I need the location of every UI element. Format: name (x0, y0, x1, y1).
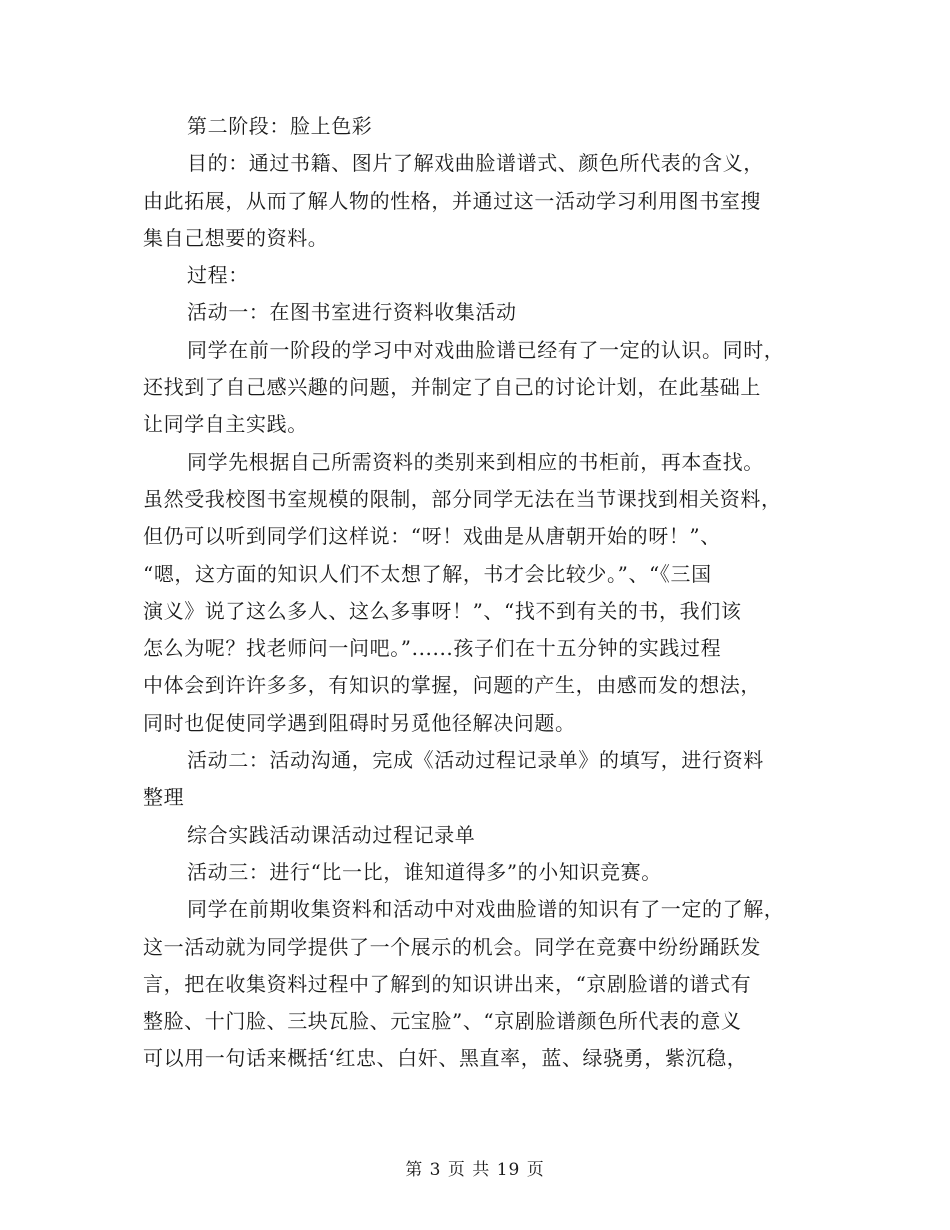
page-footer: 第 3 页 共 19 页 (405, 1160, 545, 1180)
text-line: 整脸、十门脸、三块瓦脸、元宝脸”、“京剧脸谱颜色所代表的意义 (143, 1009, 742, 1034)
text-line: 活动二：活动沟通，完成《活动过程记录单》的填写，进行资料 (187, 748, 764, 773)
document-body (143, 108, 803, 1078)
text-line: “嗯，这方面的知识人们不太想了解，书才会比较少。”、“《三国 (143, 561, 712, 586)
text-line: 虽然受我校图书室规模的限制，部分同学无法在当节课找到相关资料， (143, 486, 782, 511)
text-line: 怎么为呢？找老师问一问吧。”......孩子们在十五分钟的实践过程 (143, 636, 722, 661)
text-line: 同时也促使同学遇到阻碍时另觅他径解决问题。 (143, 710, 576, 735)
text-line: 由此拓展，从而了解人物的性格，并通过这一活动学习利用图书室搜 (143, 188, 761, 213)
text-line: 同学在前期收集资料和活动中对戏曲脸谱的知识有了一定的了解， (187, 897, 785, 922)
text-line: 还找到了自己感兴趣的问题，并制定了自己的讨论计划，在此基础上 (143, 375, 761, 400)
text-line: 中体会到许许多多，有知识的掌握，问题的产生，由感而发的想法， (143, 673, 761, 698)
text-line: 整理 (143, 785, 185, 810)
text-line: 活动一：在图书室进行资料收集活动 (187, 300, 517, 325)
text-line: 但仍可以听到同学们这样说：“呀！戏曲是从唐朝开始的呀！”、 (143, 524, 721, 549)
text-line: 第二阶段：脸上色彩 (187, 114, 373, 138)
text-line: 让同学自主实践。 (143, 412, 308, 437)
text-line: 言，把在收集资料过程中了解到的知识讲出来，“京剧脸谱的谱式有 (143, 971, 752, 996)
text-line: 活动三：进行“比一比，谁知道得多”的小知识竞赛。 (187, 859, 662, 884)
text-line: 集自己想要的资料。 (143, 225, 329, 250)
text-line: 这一活动就为同学提供了一个展示的机会。同学在竞赛中纷纷踊跃发 (143, 934, 761, 959)
text-line: 同学在前一阶段的学习中对戏曲脸谱已经有了一定的认识。同时， (187, 337, 785, 362)
text-line: 过程： (187, 263, 249, 288)
text-line: 演义》说了这么多人、这么多事呀！”、“找不到有关的书，我们该 (143, 598, 742, 623)
text-line: 目的：通过书籍、图片了解戏曲脸谱谱式、颜色所代表的含义， (187, 151, 764, 176)
text-line: 同学先根据自己所需资料的类别来到相应的书柜前，再本查找。 (187, 449, 764, 474)
text-line: 可以用一句话来概括‘红忠、白奸、黑直率，蓝、绿骁勇，紫沉稳， (143, 1046, 748, 1071)
text-line: 综合实践活动课活动过程记录单 (187, 822, 476, 847)
